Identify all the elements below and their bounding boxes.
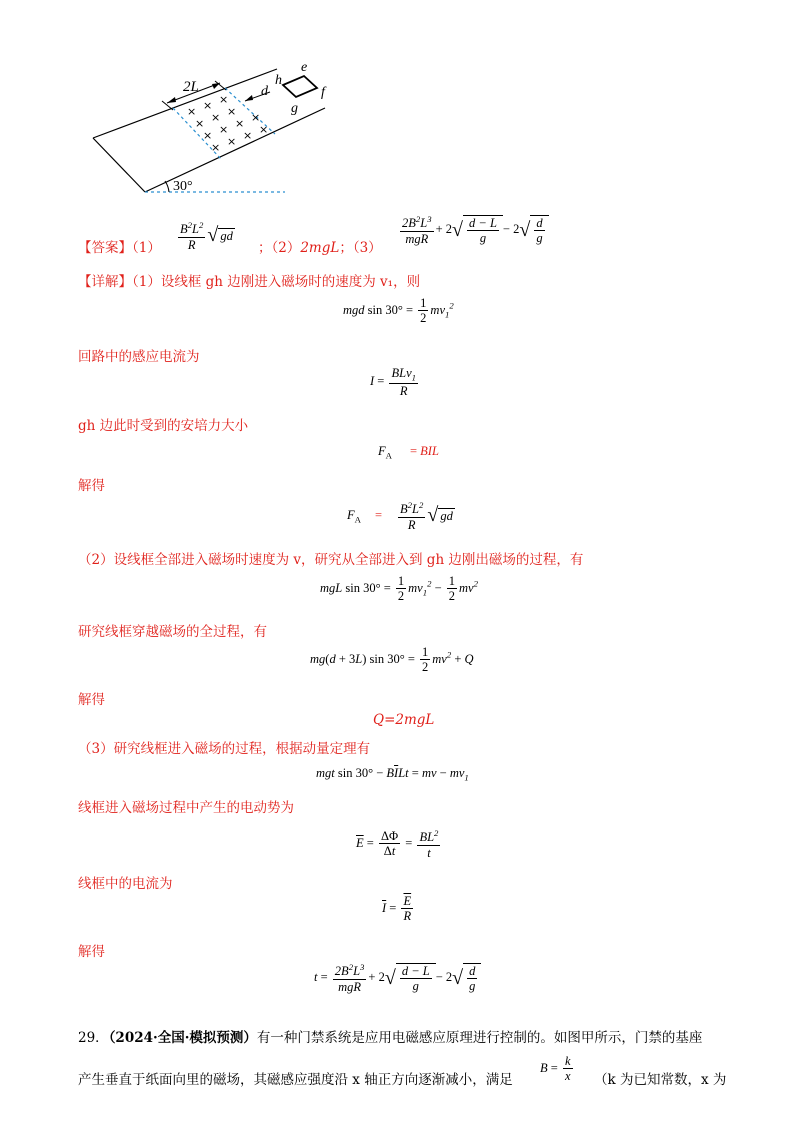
label-2L: 2L bbox=[183, 79, 199, 95]
eq-time-result: t = $\frac{2B^2L^3}{\text{mgR}}$ + 2√ $\frac{d - L}{g}$ − 2√ $\frac{d}{g}$ bbox=[314, 962, 481, 994]
label-d: d bbox=[261, 84, 268, 99]
eq-b-field: B = $\frac{k}{x}$ bbox=[540, 1054, 571, 1084]
question-29-line1 bbox=[78, 1026, 702, 1046]
text-whole: 研究线框穿越磁场的全过程，有 bbox=[78, 624, 267, 640]
question-29-line2 bbox=[78, 1068, 513, 1088]
field-mark: × bbox=[187, 105, 197, 118]
field-mark: × bbox=[211, 141, 221, 154]
label-h: h bbox=[275, 73, 282, 88]
question-text-2: 产生垂直于纸面向里的磁场，其磁感应强度沿 x 轴正方向逐渐减小，满足 bbox=[78, 1072, 513, 1088]
text-current-2: 线框中的电流为 bbox=[78, 876, 173, 892]
text-force: gh 边此时受到的安培力大小 bbox=[78, 418, 249, 434]
eq-energy-whole: mg(d + 3L) sin 30° = $\frac{1}{2}$ $mv^2 + Q$ bbox=[310, 645, 474, 675]
text-current: 回路中的感应电流为 bbox=[78, 349, 200, 365]
text-part3: （3）研究线框进入磁场的过程，根据动量定理有 bbox=[78, 741, 371, 757]
answer-part2 bbox=[258, 236, 382, 256]
field-mark: × bbox=[219, 123, 229, 136]
text-emf: 线框进入磁场过程中产生的电动势为 bbox=[78, 800, 294, 816]
incline-figure bbox=[85, 55, 345, 205]
label-f: f bbox=[321, 85, 325, 100]
field-mark: × bbox=[227, 135, 237, 148]
question-text-1: 有一种门禁系统是应用电磁感应原理进行控制的。如图甲所示，门禁的基座 bbox=[256, 1030, 703, 1046]
angle-arc bbox=[165, 181, 169, 192]
answer-part1-label: （1） bbox=[132, 240, 161, 256]
text-solve-2: 解得 bbox=[78, 692, 105, 708]
answer-sep-3: ；（3） bbox=[339, 240, 382, 256]
text-solve-1: 解得 bbox=[78, 478, 105, 494]
label-e: e bbox=[301, 60, 308, 75]
incline-left-edge bbox=[93, 138, 145, 192]
field-mark: × bbox=[251, 111, 261, 124]
field-mark: × bbox=[211, 111, 221, 124]
answer-sep-2: ；（2） bbox=[258, 240, 301, 256]
text-part2: （2）设线框全部进入磁场时速度为 v，研究从全部进入到 gh 边刚出磁场的过程，有 bbox=[78, 552, 584, 568]
detail-tag: 【详解】 bbox=[78, 274, 132, 290]
eq-emf: $\overline{E}$ = $\frac{\Delta\Phi}{\Delta t}$ = $\frac{BL^2}{t}$ bbox=[356, 828, 439, 860]
eq-force-result: $F_A$ = $\frac{B^2L^2}{R}$ √ gd bbox=[347, 500, 453, 532]
field-mark: × bbox=[219, 93, 229, 106]
answer-tag: 【答案】 bbox=[78, 240, 132, 256]
eq-energy-1: mgd sin 30° = $\frac{1}{2}$ $mv_1^2$ bbox=[343, 296, 454, 326]
answer-value-2: 2mgL bbox=[300, 240, 340, 256]
field-mark: × bbox=[203, 129, 213, 142]
text-solve-3: 解得 bbox=[78, 944, 105, 960]
label-g: g bbox=[291, 101, 298, 116]
detail-intro-text: （1）设线框 gh 边刚进入磁场时的速度为 v₁，则 bbox=[132, 274, 421, 290]
label-angle: 30° bbox=[173, 179, 193, 194]
eq-current: I = $\frac{BLv_1}{R}$ bbox=[370, 366, 416, 398]
eq-current-2: $\overline{I}$ = $\frac{\overline{E}}{R}$ bbox=[382, 894, 412, 924]
eq-force: $F_A$ = BIL bbox=[378, 444, 439, 461]
field-mark: × bbox=[227, 105, 237, 118]
question-number: 29． bbox=[78, 1030, 109, 1046]
field-mark: × bbox=[203, 99, 213, 112]
field-marks bbox=[187, 93, 268, 154]
answer-line bbox=[78, 236, 161, 256]
eq-energy-2: mgL sin 30° = $\frac{1}{2}$ $mv_1^2$ − $\frac{1}{2}$ $mv^2$ bbox=[320, 574, 478, 604]
question-29-line2-tail: （k 为已知常数，x 为 bbox=[594, 1072, 727, 1088]
q-result: Q=2mgL bbox=[373, 712, 435, 728]
field-mark: × bbox=[243, 129, 253, 142]
field-mark: × bbox=[235, 117, 245, 130]
coil-efgh bbox=[283, 76, 317, 97]
detail-intro bbox=[78, 270, 420, 290]
eq-momentum: mgt $\sin 30^\circ - B\overline{I}Lt$ = mv − $mv_1$ bbox=[316, 766, 469, 783]
answer-formula-3: $\frac{2B^2L^3}{\text{mgR}}$ + 2√ $\frac{d - L}{g}$ − 2√ $\frac{d}{g}$ bbox=[398, 214, 549, 246]
answer-formula-1: $\frac{B^2L^2}{R}$ √ gd bbox=[180, 220, 233, 252]
question-source: （2024·全国·模拟预测） bbox=[108, 1030, 257, 1046]
field-mark: × bbox=[259, 123, 269, 136]
field-mark: × bbox=[195, 117, 205, 130]
